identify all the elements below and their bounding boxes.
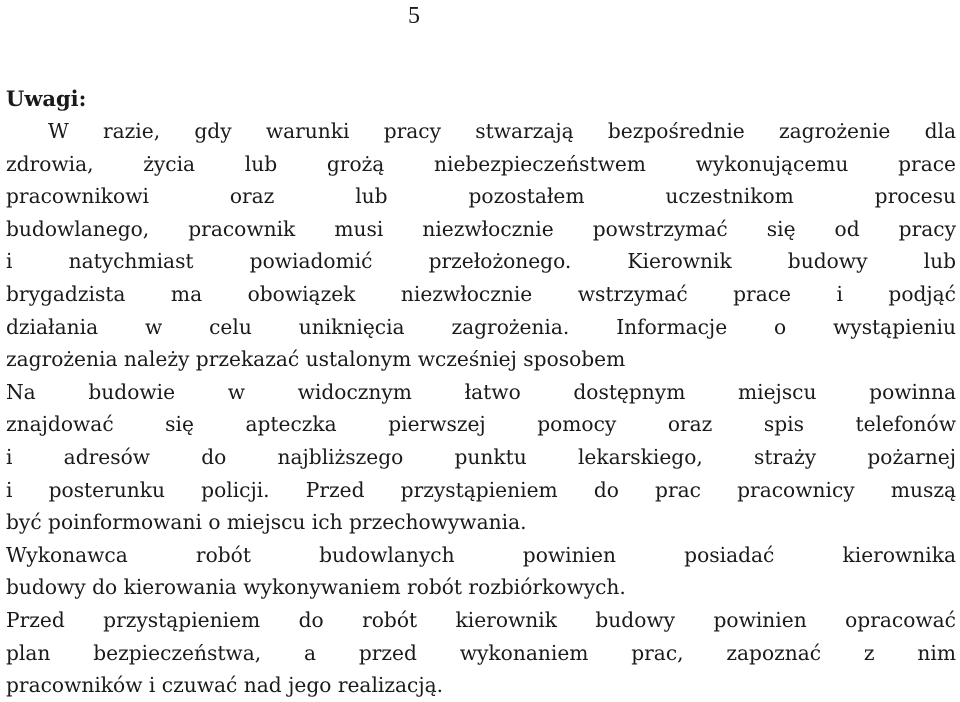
text-line: Wykonawca robót budowlanych powinien posiadać kierownika — [6, 542, 956, 567]
text-line: znajdować się apteczka pierwszej pomocy oraz spis telefonów — [6, 412, 956, 437]
text-line: być poinformowani o miejscu ich przechowywania. — [6, 510, 527, 535]
page-number: 5 — [408, 3, 420, 29]
text-line: i natychmiast powiadomić przełożonego. Kierownik budowy lub — [6, 249, 956, 274]
document-body — [6, 82, 956, 702]
text-line: zagrożenia należy przekazać ustalonym wcześniej sposobem — [6, 347, 626, 372]
text-line: brygadzista ma obowiązek niezwłocznie wstrzymać prace i podjąć — [6, 281, 956, 306]
text-line: Przed przystąpieniem do robót kierownik budowy powinien opracować — [6, 607, 956, 632]
section-heading: Uwagi: — [6, 86, 87, 111]
text-line: pracownikowi oraz lub pozostałem uczestnikom procesu — [6, 184, 956, 209]
text-line: i posterunku policji. Przed przystąpieniem do prac pracownicy muszą — [6, 477, 956, 502]
text-line: działania w celu uniknięcia zagrożenia. Informacje o wystąpieniu — [6, 314, 956, 339]
text-line: Na budowie w widocznym łatwo dostępnym miejscu powinna — [6, 379, 956, 404]
text-line: zdrowia, życia lub grożą niebezpieczeństwem wykonującemu prace — [6, 151, 956, 176]
notes-text — [6, 115, 956, 702]
text-line: W razie, gdy warunki pracy stwarzają bezpośrednie zagrożenie dla — [48, 119, 956, 143]
text-line: budowlanego, pracownik musi niezwłocznie powstrzymać się od pracy — [6, 216, 956, 241]
text-line: plan bezpieczeństwa, a przed wykonaniem prac, zapoznać z nim — [6, 640, 956, 665]
text-line: i adresów do najbliższego punktu lekarskiego, straży pożarnej — [6, 444, 956, 469]
text-line: pracowników i czuwać nad jego realizacją. — [6, 673, 444, 698]
text-line: budowy do kierowania wykonywaniem robót rozbiórkowych. — [6, 575, 626, 600]
